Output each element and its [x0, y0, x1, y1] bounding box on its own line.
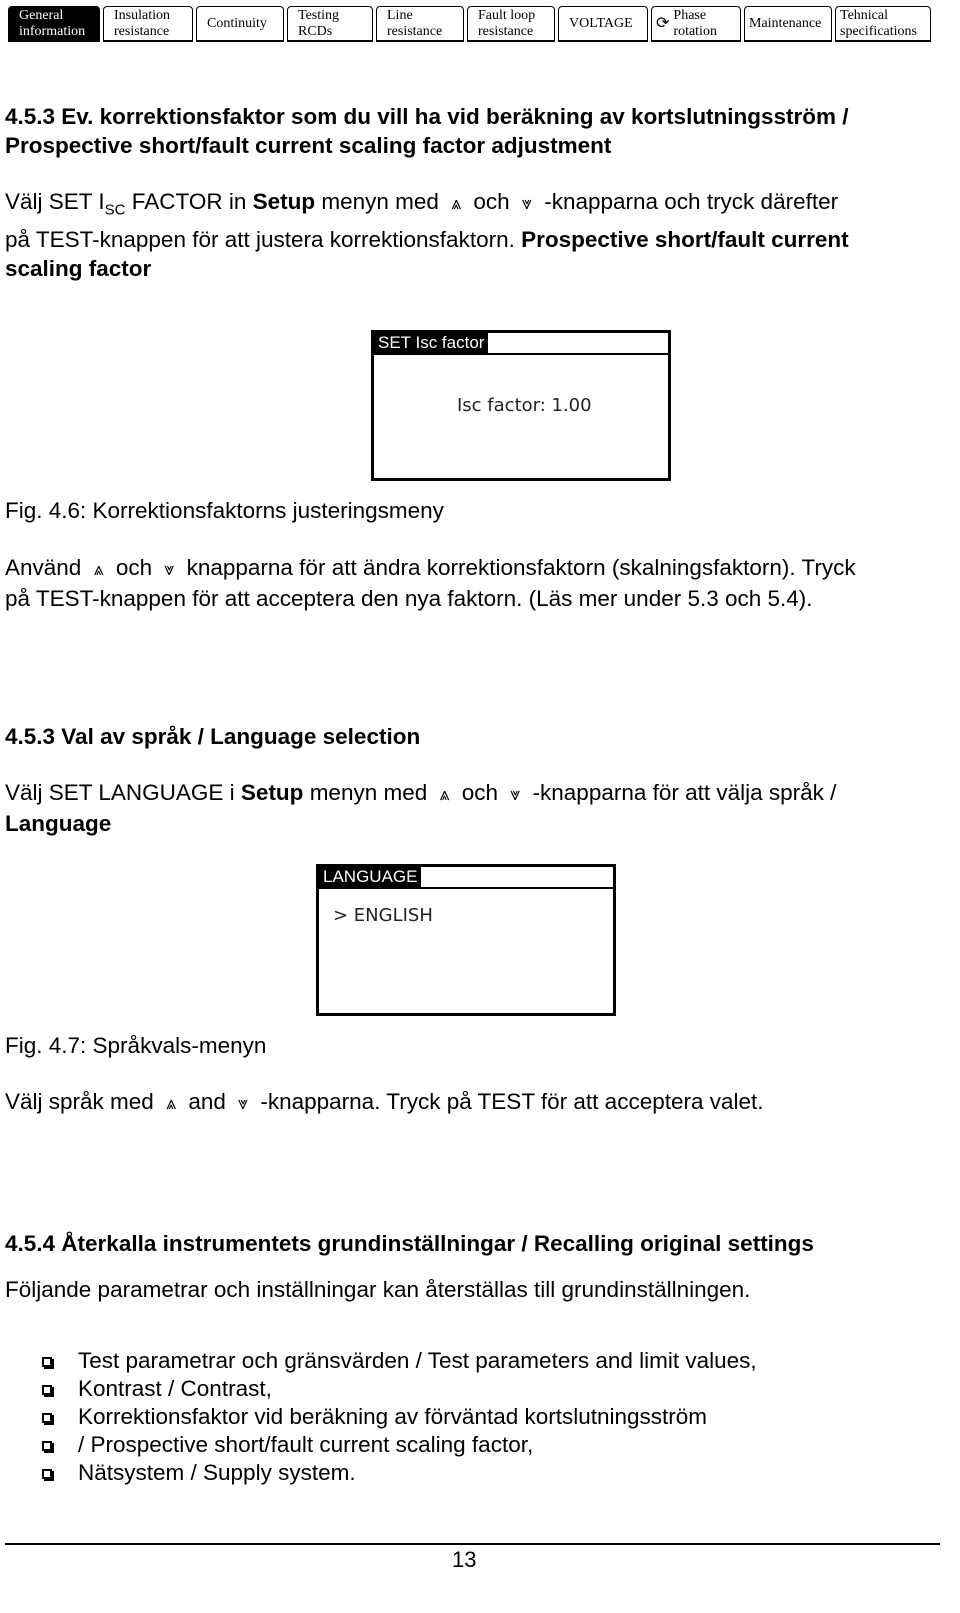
text: and — [182, 1089, 233, 1114]
heading-line: Prospective short/fault current scaling factor adjustment — [5, 133, 612, 158]
tab-phase-rotation[interactable] — [651, 6, 741, 42]
text: -knapparna för att välja språk / — [526, 780, 837, 805]
lcd-title: LANGUAGE — [319, 867, 421, 887]
tab-label: Tehnical specifications — [840, 7, 917, 39]
paragraph: Följande parametrar och inställningar kan återställas till grundinställningen. — [5, 1277, 751, 1302]
section-heading: 4.5.4 Återkalla instrumentets grundinställningar / Recalling original settings — [5, 1231, 814, 1256]
checkbox-bullet-icon — [42, 1413, 52, 1423]
paragraph-line — [5, 187, 955, 225]
paragraph-line — [5, 225, 955, 254]
down-arrow-icon: ⩔ — [510, 784, 521, 804]
tab-label: Line resistance — [387, 7, 443, 39]
tab-technical-specifications[interactable] — [835, 6, 931, 42]
up-arrow-icon: ⩓ — [165, 1093, 177, 1113]
paragraph — [5, 778, 955, 838]
tab-line-resistance[interactable] — [376, 6, 464, 42]
tab-continuity[interactable] — [196, 6, 284, 42]
text: SC — [104, 201, 126, 219]
text: Välj SET LANGUAGE i — [5, 780, 241, 805]
up-arrow-icon: ⩓ — [439, 784, 450, 804]
up-arrow-icon: ⩓ — [451, 193, 462, 213]
tab-general-information[interactable] — [8, 6, 100, 42]
section-heading: 4.5.3 Val av språk / Language selection — [5, 724, 421, 749]
tab-maintenance[interactable] — [744, 6, 832, 42]
tab-insulation-resistance[interactable] — [103, 6, 193, 42]
paragraph — [5, 1087, 955, 1118]
footer-divider — [5, 1543, 940, 1545]
list-item: Test parametrar och gränsvärden / Test parameters and limit values, — [78, 1348, 757, 1373]
down-arrow-icon: ⩔ — [238, 1093, 249, 1113]
text: och — [467, 189, 516, 214]
list-item: Korrektionsfaktor vid beräkning av förväntad kortslutningsström — [78, 1404, 708, 1429]
tab-label: Testing RCDs — [298, 7, 340, 39]
tab-label: VOLTAGE — [569, 15, 633, 31]
lcd-value: > ENGLISH — [333, 905, 433, 926]
figure-caption: Fig. 4.6: Korrektionsfaktorns justeringsmeny — [5, 498, 444, 523]
text: på TEST-knappen för att justera korrektionsfaktorn. — [5, 226, 522, 252]
tab-label: Phase rotation — [673, 7, 717, 39]
down-arrow-icon: ⩔ — [521, 193, 533, 213]
checkbox-bullet-icon — [42, 1441, 52, 1451]
lcd-screen-language — [316, 864, 616, 1016]
list-item: Kontrast / Contrast, — [78, 1376, 272, 1401]
text: och — [109, 555, 159, 580]
text: Prospective short/fault current — [521, 226, 849, 252]
checkbox-bullet-icon — [42, 1385, 52, 1395]
lcd-title: SET Isc factor — [374, 333, 488, 353]
heading-line: 4.5.3 Ev. korrektionsfaktor som du vill ha vid beräkning av kortslutningsström / — [5, 104, 849, 129]
figure-caption: Fig. 4.7: Språkvals-menyn — [5, 1033, 267, 1058]
text: Välj SET I — [5, 189, 105, 214]
paragraph-line: Language — [5, 811, 112, 836]
page-number: 13 — [452, 1547, 477, 1572]
down-arrow-icon: ⩔ — [164, 559, 175, 579]
checkbox-bullet-icon — [42, 1469, 52, 1479]
text: Setup — [240, 780, 304, 805]
tab-fault-loop-resistance[interactable] — [467, 6, 555, 42]
paragraph-line — [5, 1087, 955, 1118]
tab-label: General information — [19, 7, 86, 39]
text: menyn med — [303, 780, 434, 805]
text: Välj språk med — [5, 1089, 161, 1114]
paragraph — [5, 187, 955, 283]
tab-label: Insulation resistance — [114, 7, 170, 39]
paragraph-line — [5, 553, 955, 584]
rotation-icon: ⟳ — [656, 14, 670, 32]
text: och — [455, 780, 505, 805]
tab-label: Fault loop resistance — [478, 7, 536, 39]
text: Setup — [252, 189, 316, 214]
tab-label: Maintenance — [749, 15, 822, 31]
paragraph — [5, 553, 955, 613]
paragraph-line: scaling factor — [5, 255, 152, 281]
tab-voltage[interactable] — [558, 6, 648, 42]
lcd-screen-isc-factor — [371, 330, 671, 481]
text: Använd — [5, 555, 88, 580]
up-arrow-icon: ⩓ — [93, 559, 104, 579]
paragraph-line — [5, 778, 955, 809]
text: FACTOR in — [125, 189, 253, 214]
list-item: / Prospective short/fault current scaling factor, — [78, 1432, 534, 1457]
tab-testing-rcds[interactable] — [287, 6, 373, 42]
list-item: Nätsystem / Supply system. — [78, 1460, 356, 1485]
paragraph-line: på TEST-knappen för att acceptera den nya faktorn. (Läs mer under 5.3 och 5.4). — [5, 586, 813, 611]
text: -knapparna. Tryck på TEST för att acceptera valet. — [254, 1089, 764, 1114]
text: knapparna för att ändra korrektionsfaktorn (skalningsfaktorn). Tryck — [180, 555, 856, 580]
section-heading — [5, 102, 955, 160]
lcd-value: Isc factor: 1.00 — [457, 395, 592, 416]
tab-label: Continuity — [207, 15, 267, 31]
text: menyn med — [315, 189, 446, 214]
checkbox-bullet-icon — [42, 1357, 52, 1367]
tab-bar — [8, 6, 952, 44]
text: -knapparna och tryck därefter — [537, 189, 839, 214]
